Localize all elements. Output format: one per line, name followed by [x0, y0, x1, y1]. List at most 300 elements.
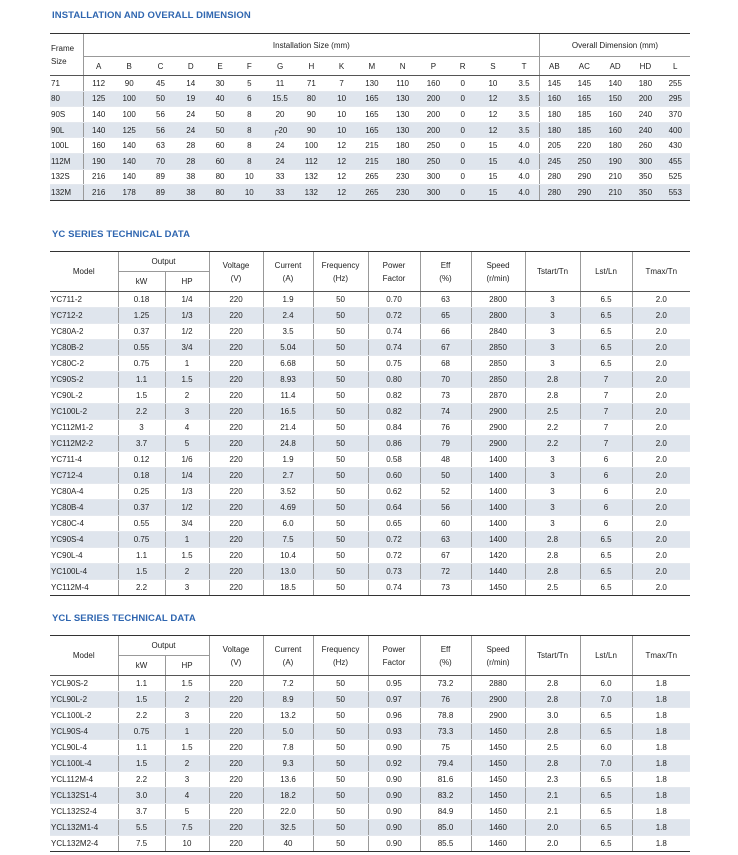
value-cell: 8.93 — [263, 372, 313, 388]
value-cell: 2.0 — [632, 388, 690, 404]
dim-cell: 230 — [387, 169, 418, 185]
value-cell: 67 — [420, 340, 471, 356]
overall-dimension-header: Overall Dimension (mm) — [539, 34, 690, 57]
table-row — [50, 516, 690, 532]
dim-cell: 89 — [145, 169, 176, 185]
efficiency-header-text: (%) — [439, 273, 452, 283]
value-cell: 0.72 — [368, 548, 420, 564]
value-cell: 0.37 — [118, 324, 165, 340]
dim-cell: 28 — [176, 153, 205, 169]
value-cell: 1.8 — [632, 788, 690, 804]
model-cell: YC711-2 — [50, 292, 118, 308]
dim-cell: 90 — [296, 107, 326, 123]
value-cell: 22.0 — [263, 804, 313, 820]
dim-col-header: T — [509, 57, 539, 76]
dim-cell: 6 — [235, 91, 264, 107]
dim-cell: 240 — [630, 122, 660, 138]
value-cell: 18.2 — [263, 788, 313, 804]
dim-cell: 350 — [630, 185, 660, 201]
dim-cell: 10 — [235, 185, 264, 201]
value-cell: 1.8 — [632, 772, 690, 788]
table-row — [50, 308, 690, 324]
frequency-header-text: Frequency — [321, 644, 360, 654]
dim-col-header: AD — [600, 57, 630, 76]
dim-cell: 180 — [630, 76, 660, 92]
value-cell: 2.0 — [632, 340, 690, 356]
dim-cell: 250 — [418, 138, 448, 154]
dim-cell: 145 — [539, 76, 568, 92]
value-cell: 10.4 — [263, 548, 313, 564]
dim-cell: 255 — [661, 76, 690, 92]
model-cell: YC80B-4 — [50, 500, 118, 516]
value-cell: 0.18 — [118, 292, 165, 308]
table-row — [50, 756, 690, 772]
value-cell: 1460 — [471, 836, 525, 852]
value-cell: 2.8 — [525, 724, 580, 740]
value-cell: 3 — [165, 708, 209, 724]
value-cell: 2.0 — [632, 356, 690, 372]
value-cell: 13.6 — [263, 772, 313, 788]
value-cell: 1.5 — [118, 564, 165, 580]
dim-cell: 280 — [539, 185, 568, 201]
value-cell: 0.58 — [368, 452, 420, 468]
value-cell: 1.8 — [632, 740, 690, 756]
frame-size-cell: 112M — [50, 153, 83, 169]
value-cell: 6.5 — [580, 804, 632, 820]
dim-cell: 7 — [326, 76, 356, 92]
value-cell: 50 — [313, 452, 368, 468]
dim-col-header: AC — [569, 57, 600, 76]
tmax-header-text: Tmax/Tn — [645, 651, 678, 660]
value-cell: 2.8 — [525, 564, 580, 580]
value-cell: 6 — [580, 516, 632, 532]
dim-cell: 205 — [539, 138, 568, 154]
value-cell: 6.5 — [580, 324, 632, 340]
voltage-header-text: Voltage — [222, 260, 250, 270]
value-cell: 1460 — [471, 820, 525, 836]
value-cell: 2.0 — [632, 324, 690, 340]
table-row — [50, 804, 690, 820]
dim-cell: 553 — [661, 185, 690, 201]
table-row — [50, 772, 690, 788]
dim-col-header: F — [235, 57, 264, 76]
value-cell: 48 — [420, 452, 471, 468]
current-header-text: (A) — [282, 657, 294, 667]
value-cell: 6.5 — [580, 292, 632, 308]
value-cell: 2.2 — [118, 404, 165, 420]
dim-col-header: C — [145, 57, 176, 76]
output-header — [118, 636, 209, 656]
value-cell: 4 — [165, 420, 209, 436]
dim-cell: 125 — [83, 91, 113, 107]
efficiency-header-text: Eff — [440, 260, 451, 270]
dim-cell: 0 — [449, 153, 477, 169]
value-cell: 2.2 — [118, 708, 165, 724]
table-row — [50, 532, 690, 548]
model-cell: YC112M2-2 — [50, 436, 118, 452]
speed-header-text: (r/min) — [486, 657, 510, 667]
value-cell: 1.8 — [632, 804, 690, 820]
value-cell: 220 — [209, 420, 263, 436]
value-cell: 50 — [313, 772, 368, 788]
value-cell: 2.8 — [525, 548, 580, 564]
value-cell: 50 — [313, 500, 368, 516]
dim-cell: 180 — [387, 153, 418, 169]
dim-cell: 89 — [145, 185, 176, 201]
output-header — [118, 252, 209, 272]
dim-col-header: P — [418, 57, 448, 76]
dim-cell: 3.5 — [509, 107, 539, 123]
dim-cell: 0 — [449, 138, 477, 154]
dim-cell: 430 — [661, 138, 690, 154]
value-cell: 220 — [209, 292, 263, 308]
value-cell: 2880 — [471, 676, 525, 692]
value-cell: 7.0 — [580, 756, 632, 772]
dim-cell: 56 — [145, 122, 176, 138]
value-cell: 2840 — [471, 324, 525, 340]
value-cell: 76 — [420, 692, 471, 708]
value-cell: 2.0 — [632, 372, 690, 388]
lst-header-text: Lst/Ln — [595, 651, 617, 660]
power-factor-header-text: Factor — [382, 657, 406, 667]
value-cell: 220 — [209, 564, 263, 580]
model-cell: YC712-2 — [50, 308, 118, 324]
dim-cell: 245 — [539, 153, 568, 169]
dim-cell: 130 — [357, 76, 387, 92]
model-cell: YCL100L-4 — [50, 756, 118, 772]
value-cell: 1/4 — [165, 468, 209, 484]
dim-cell: 8 — [235, 153, 264, 169]
value-cell: 2.0 — [632, 404, 690, 420]
value-cell: 50 — [313, 404, 368, 420]
value-cell: 50 — [313, 580, 368, 596]
value-cell: 3 — [165, 772, 209, 788]
value-cell: 1.8 — [632, 676, 690, 692]
frame-size-cell: 71 — [50, 76, 83, 92]
dim-cell: 150 — [600, 91, 630, 107]
model-cell: YCL132M1-4 — [50, 820, 118, 836]
value-cell: 3 — [525, 324, 580, 340]
value-cell: 2.0 — [632, 580, 690, 596]
value-cell: 0.90 — [368, 836, 420, 852]
voltage-header-text: (V) — [230, 657, 242, 667]
value-cell: 1/2 — [165, 324, 209, 340]
tmax-header — [632, 636, 690, 676]
value-cell: 50 — [420, 468, 471, 484]
value-cell: 1.5 — [165, 740, 209, 756]
value-cell: 1.5 — [118, 388, 165, 404]
table-row — [50, 788, 690, 804]
dim-cell: 130 — [387, 107, 418, 123]
dim-cell: 185 — [569, 122, 600, 138]
value-cell: 2.5 — [525, 740, 580, 756]
value-cell: 0.18 — [118, 468, 165, 484]
value-cell: 0.55 — [118, 340, 165, 356]
dim-cell: 15 — [477, 138, 509, 154]
value-cell: 0.90 — [368, 772, 420, 788]
dim-cell: 50 — [145, 91, 176, 107]
dim-col-header: K — [326, 57, 356, 76]
value-cell: 1/4 — [165, 292, 209, 308]
value-cell: 2.1 — [525, 788, 580, 804]
value-cell: 0.74 — [368, 324, 420, 340]
dim-cell: 8 — [235, 122, 264, 138]
value-cell: 2.8 — [525, 676, 580, 692]
value-cell: 1.5 — [118, 756, 165, 772]
value-cell: 50 — [313, 516, 368, 532]
dim-cell: 400 — [661, 122, 690, 138]
dim-cell: 180 — [539, 122, 568, 138]
dim-cell: 11 — [264, 76, 296, 92]
value-cell: 1450 — [471, 740, 525, 756]
dim-cell: 12 — [477, 107, 509, 123]
dim-cell: 100 — [114, 91, 145, 107]
dim-cell: 140 — [114, 169, 145, 185]
value-cell: 1450 — [471, 804, 525, 820]
value-cell: 220 — [209, 500, 263, 516]
value-cell: 0.95 — [368, 676, 420, 692]
table-row — [50, 153, 690, 169]
hp-header: HP — [165, 272, 209, 292]
value-cell: 220 — [209, 788, 263, 804]
value-cell: 220 — [209, 836, 263, 852]
value-cell: 1450 — [471, 724, 525, 740]
table-row — [50, 185, 690, 201]
dim-cell: 210 — [600, 185, 630, 201]
model-cell: YC90L-4 — [50, 548, 118, 564]
dim-cell: 215 — [357, 153, 387, 169]
dim-cell: 110 — [387, 76, 418, 92]
dim-cell: 33 — [264, 169, 296, 185]
dim-cell: 12 — [326, 153, 356, 169]
voltage-header-text: Voltage — [222, 644, 250, 654]
table-row — [50, 836, 690, 852]
value-cell: 0.65 — [368, 516, 420, 532]
dim-col-header: D — [176, 57, 205, 76]
power-factor-header-text: Power — [382, 260, 406, 270]
value-cell: 0.90 — [368, 820, 420, 836]
lst-header-text: Lst/Ln — [595, 267, 617, 276]
dim-cell: 3.5 — [509, 91, 539, 107]
value-cell: 6.5 — [580, 340, 632, 356]
value-cell: 2 — [165, 564, 209, 580]
value-cell: 5.0 — [263, 724, 313, 740]
value-cell: 7 — [580, 420, 632, 436]
model-cell: YCL132M2-4 — [50, 836, 118, 852]
dim-col-header: HD — [630, 57, 660, 76]
value-cell: 10 — [165, 836, 209, 852]
dim-col-header: M — [357, 57, 387, 76]
dim-cell: 90 — [114, 76, 145, 92]
value-cell: 0.80 — [368, 372, 420, 388]
table-row — [50, 388, 690, 404]
dim-cell: 28 — [176, 138, 205, 154]
speed-header — [471, 636, 525, 676]
dim-cell: 125 — [114, 122, 145, 138]
model-cell: YC712-4 — [50, 468, 118, 484]
value-cell: 50 — [313, 292, 368, 308]
efficiency-header — [420, 252, 471, 292]
value-cell: 63 — [420, 532, 471, 548]
value-cell: 0.72 — [368, 308, 420, 324]
value-cell: 220 — [209, 804, 263, 820]
value-cell: 1.8 — [632, 836, 690, 852]
dim-cell: 3.5 — [509, 122, 539, 138]
efficiency-header — [420, 636, 471, 676]
table-row — [50, 76, 690, 92]
value-cell: 2.8 — [525, 692, 580, 708]
model-cell: YC711-4 — [50, 452, 118, 468]
dim-cell: 200 — [418, 122, 448, 138]
dim-cell: 210 — [600, 169, 630, 185]
value-cell: 2.0 — [632, 516, 690, 532]
value-cell: 50 — [313, 820, 368, 836]
dim-cell: 180 — [387, 138, 418, 154]
dim-cell: 216 — [83, 185, 113, 201]
value-cell: 220 — [209, 676, 263, 692]
value-cell: 2.0 — [632, 500, 690, 516]
model-cell: YCL100L-2 — [50, 708, 118, 724]
model-cell: YCL132S2-4 — [50, 804, 118, 820]
value-cell: 220 — [209, 548, 263, 564]
speed-header-text: Speed — [486, 260, 510, 270]
dim-cell: 15 — [477, 169, 509, 185]
value-cell: 6.5 — [580, 836, 632, 852]
dim-cell: 3.5 — [509, 76, 539, 92]
table-row — [50, 452, 690, 468]
value-cell: 1400 — [471, 532, 525, 548]
value-cell: 50 — [313, 532, 368, 548]
value-cell: 83.2 — [420, 788, 471, 804]
value-cell: 13.0 — [263, 564, 313, 580]
value-cell: 2.2 — [118, 580, 165, 596]
model-cell: YC100L-2 — [50, 404, 118, 420]
value-cell: 1450 — [471, 788, 525, 804]
value-cell: 2 — [165, 388, 209, 404]
value-cell: 50 — [313, 324, 368, 340]
value-cell: 2.0 — [632, 532, 690, 548]
efficiency-header-text: (%) — [439, 657, 452, 667]
value-cell: 6 — [580, 452, 632, 468]
dim-cell: 10 — [326, 122, 356, 138]
dim-cell: 132 — [296, 169, 326, 185]
value-cell: 6.0 — [580, 676, 632, 692]
value-cell: 0.74 — [368, 580, 420, 596]
table-row — [50, 324, 690, 340]
dim-cell: 12 — [477, 91, 509, 107]
value-cell: 21.4 — [263, 420, 313, 436]
value-cell: 67 — [420, 548, 471, 564]
value-cell: 220 — [209, 580, 263, 596]
value-cell: 220 — [209, 516, 263, 532]
value-cell: 220 — [209, 436, 263, 452]
value-cell: 1/2 — [165, 500, 209, 516]
value-cell: 3 — [525, 484, 580, 500]
dim-cell: 160 — [83, 138, 113, 154]
value-cell: 6.0 — [263, 516, 313, 532]
dim-cell: 100 — [296, 138, 326, 154]
power-factor-header-text: Power — [382, 644, 406, 654]
kw-header: kW — [118, 656, 165, 676]
value-cell: 2900 — [471, 708, 525, 724]
table-row — [50, 740, 690, 756]
value-cell: 2.5 — [525, 404, 580, 420]
value-cell: 9.3 — [263, 756, 313, 772]
model-cell: YC90S-2 — [50, 372, 118, 388]
value-cell: 220 — [209, 484, 263, 500]
current-header-text: Current — [274, 644, 302, 654]
value-cell: 0.82 — [368, 388, 420, 404]
dim-cell: 290 — [569, 185, 600, 201]
dim-cell: 132 — [296, 185, 326, 201]
dim-cell: 80 — [205, 169, 234, 185]
model-header-text: Model — [72, 651, 95, 660]
current-header-text: (A) — [282, 273, 294, 283]
frequency-header-text: (Hz) — [332, 657, 349, 667]
value-cell: 220 — [209, 724, 263, 740]
table-row — [50, 372, 690, 388]
value-cell: 0.73 — [368, 564, 420, 580]
dim-cell: 160 — [539, 91, 568, 107]
tmax-header-text: Tmax/Tn — [645, 267, 678, 276]
frame-size-cell: 132M — [50, 185, 83, 201]
value-cell: 11.4 — [263, 388, 313, 404]
value-cell: 220 — [209, 468, 263, 484]
table-row — [50, 468, 690, 484]
value-cell: 2900 — [471, 436, 525, 452]
table-row — [50, 436, 690, 452]
dim-cell: 140 — [600, 76, 630, 92]
value-cell: 50 — [313, 484, 368, 500]
dim-cell: 20 — [264, 107, 296, 123]
value-cell: 3 — [525, 292, 580, 308]
value-cell: 50 — [313, 436, 368, 452]
value-cell: 3.0 — [525, 708, 580, 724]
dim-cell: 38 — [176, 169, 205, 185]
value-cell: 1.5 — [118, 692, 165, 708]
value-cell: 3 — [525, 340, 580, 356]
value-cell: 84.9 — [420, 804, 471, 820]
value-cell: 73.2 — [420, 676, 471, 692]
dim-cell: 0 — [449, 122, 477, 138]
value-cell: 2.8 — [525, 372, 580, 388]
value-cell: 0.90 — [368, 788, 420, 804]
value-cell: 1400 — [471, 468, 525, 484]
value-cell: 1.5 — [165, 548, 209, 564]
value-cell: 2.2 — [525, 436, 580, 452]
table-row — [50, 676, 690, 692]
dim-cell: 90 — [296, 122, 326, 138]
tstart-header — [525, 252, 580, 292]
dim-cell: 178 — [114, 185, 145, 201]
value-cell: 50 — [313, 388, 368, 404]
dim-cell: 63 — [145, 138, 176, 154]
value-cell: 0.64 — [368, 500, 420, 516]
value-cell: 2.0 — [632, 308, 690, 324]
value-cell: 81.6 — [420, 772, 471, 788]
value-cell: 3 — [525, 452, 580, 468]
dim-cell: 260 — [630, 138, 660, 154]
value-cell: 0.70 — [368, 292, 420, 308]
value-cell: 0.75 — [118, 532, 165, 548]
table-row — [50, 692, 690, 708]
speed-header-text: (r/min) — [486, 273, 510, 283]
frequency-header-text: (Hz) — [332, 273, 349, 283]
value-cell: 1.25 — [118, 308, 165, 324]
value-cell: 2850 — [471, 372, 525, 388]
dim-cell: 10 — [235, 169, 264, 185]
dim-cell: 140 — [114, 153, 145, 169]
